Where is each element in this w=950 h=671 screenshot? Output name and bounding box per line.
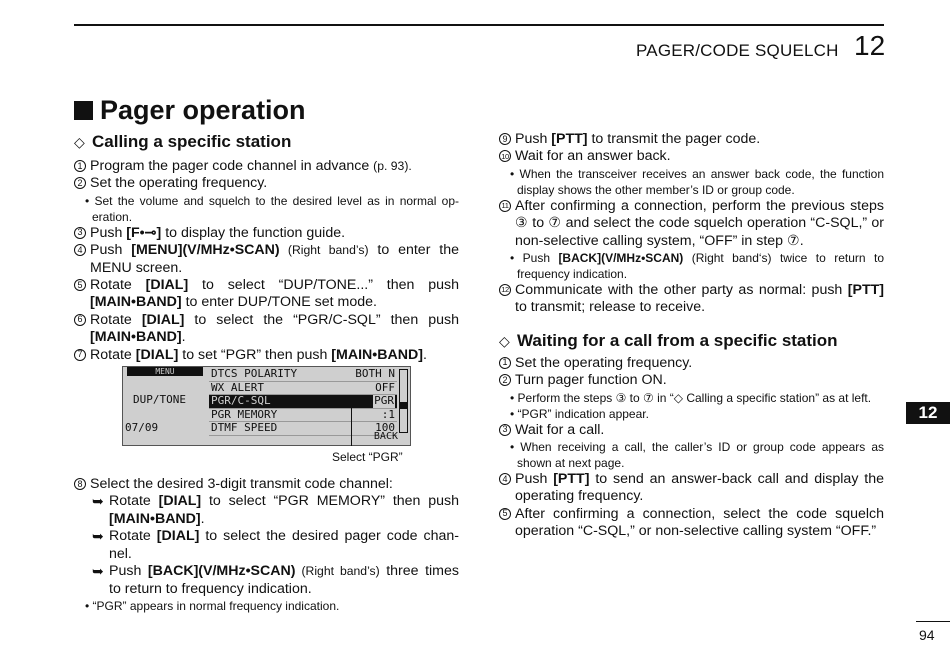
diamond-icon: ◇: [499, 332, 510, 349]
step-10: 10 Wait for an answer back.: [499, 148, 884, 165]
step-number: 5: [499, 508, 511, 520]
chapter-side-tab: 12: [906, 402, 950, 424]
step-number: 3: [74, 227, 86, 239]
wait-step-4: 4 Push [PTT] to send an answer-back call and display the operating frequency.: [499, 471, 884, 506]
step-number: 4: [74, 244, 86, 256]
section-title: PAGER/CODE SQUELCH: [636, 41, 839, 60]
step-8-sub-3: ➥ Push [BACK](V/MHz•SCAN) (Right band’s) three times to return to frequency indication.: [92, 563, 459, 597]
calling-heading: ◇ Calling a specific station: [74, 132, 292, 151]
step-10-note: • When the transceiver receives an answer back code, the function display shows the other member’s ID or group code.: [510, 166, 884, 197]
bottom-rule: [916, 621, 950, 622]
step-9: 9 Push [PTT] to transmit the pager code.: [499, 131, 884, 148]
left-column: [74, 131, 459, 614]
lcd-display: [122, 366, 411, 446]
step-number: 6: [74, 314, 86, 326]
callout-line: [351, 408, 352, 446]
wait-step-2-note-2: • “PGR” indication appear.: [510, 406, 649, 421]
step-number: 10: [499, 150, 511, 162]
lcd-row-selected: PGR/C-SQL PGR: [209, 395, 397, 409]
step-number: 11: [499, 200, 511, 212]
step-number: 4: [499, 473, 511, 485]
wait-step-2-note-1: • Perform the steps ③ to ⑦ in “◇ Calling a specific station” as at left.: [510, 390, 872, 405]
lcd-row: DTCS POLARITY BOTH N: [211, 367, 395, 381]
step-12: 12 Communicate with the other party as normal: push [PTT] to transmit; release to receive.: [499, 282, 884, 317]
lcd-rows: [209, 368, 397, 436]
top-rule: [74, 24, 884, 26]
lcd-figure: [74, 364, 459, 476]
lcd-scrollbar: [399, 369, 408, 433]
step-1: 1 Program the pager code channel in advance (p. 93).: [74, 158, 459, 175]
lcd-row: DTMF SPEED 100: [211, 421, 395, 435]
step-8-sub-1: ➥ Rotate [DIAL] to select “PGR MEMORY” then push [MAIN•BAND].: [92, 493, 459, 527]
lcd-channel: 07/09: [125, 421, 159, 435]
step-number: 2: [499, 374, 511, 386]
step-number: 1: [499, 357, 511, 369]
arrow-icon: ➥: [92, 563, 104, 580]
step-2-note: • Set the volume and squelch to the desired level as in normal operation.: [85, 193, 459, 224]
page-title: [74, 95, 306, 126]
step-8: 8 Select the desired 3-digit transmit code channel:: [74, 476, 459, 493]
step-3: 3 Push [F•⊸] to display the function guide.: [74, 225, 459, 242]
lcd-row: PGR MEMORY :1: [211, 407, 395, 421]
wait-step-3-note: • When receiving a call, the caller’s ID or group code appears as shown at next page.: [510, 440, 884, 471]
step-8-note: • “PGR” appears in normal frequency indication.: [85, 598, 340, 613]
page-title-text: Pager operation: [100, 95, 306, 125]
step-2: 2 Set the operating frequency.: [74, 175, 459, 192]
step-number: 8: [74, 478, 86, 490]
square-bullet-icon: [74, 101, 93, 120]
wait-step-3: 3 Wait for a call.: [499, 422, 884, 439]
step-11-note: • Push [BACK](V/MHz•SCAN) (Right band‘s) twice to return to frequency indication.: [510, 251, 884, 282]
step-7: 7 Rotate [DIAL] to set “PGR” then push [MAIN•BAND].: [74, 347, 459, 364]
arrow-icon: ➥: [92, 493, 104, 510]
step-number: 1: [74, 160, 86, 172]
lcd-row: WX ALERT OFF: [211, 380, 395, 394]
function-key-label: [F•⊸]: [126, 224, 162, 241]
wait-step-2: 2 Turn pager function ON.: [499, 372, 884, 389]
right-column: [499, 131, 884, 541]
step-5: 5 Rotate [DIAL] to select “DUP/TONE...” then push [MAIN•BAND] to enter DUP/TONE set mode.: [74, 277, 459, 312]
waiting-heading: ◇ Waiting for a call from a specific station: [499, 330, 838, 350]
page-number: 94: [919, 627, 935, 643]
step-8-sub-2: ➥ Rotate [DIAL] to select the desired pager code channel.: [92, 528, 459, 562]
lcd-callout: Select “PGR”: [332, 450, 403, 465]
step-6: 6 Rotate [DIAL] to select the “PGR/C-SQL” then push [MAIN•BAND].: [74, 312, 459, 347]
diamond-icon: ◇: [74, 134, 85, 150]
step-number: 12: [499, 284, 511, 296]
step-number: 7: [74, 349, 86, 361]
step-number: 9: [499, 133, 511, 145]
wait-step-5: 5 After confirming a connection, select the code squelch operation “C-SQL,” or non-selective calling system “OFF.”: [499, 506, 884, 541]
step-11: 11 After confirming a connection, perform the previous steps ③ to ⑦ and select the code squelch operation “C-SQL,” or non-selective calling system, “OFF” in step ⑦.: [499, 198, 884, 250]
chapter-number: 12: [854, 30, 886, 61]
step-number: 5: [74, 279, 86, 291]
arrow-icon: ➥: [92, 528, 104, 545]
lcd-back-label: BACK: [373, 430, 398, 442]
lcd-menu-tab: MENU: [127, 367, 203, 376]
wait-step-1: 1 Set the operating frequency.: [499, 355, 884, 372]
step-number: 3: [499, 424, 511, 436]
step-number: 2: [74, 177, 86, 189]
step-4: 4 Push [MENU](V/MHz•SCAN) (Right band’s) to enter the MENU screen.: [74, 242, 459, 277]
lcd-left-label: DUP/TONE: [133, 393, 186, 407]
